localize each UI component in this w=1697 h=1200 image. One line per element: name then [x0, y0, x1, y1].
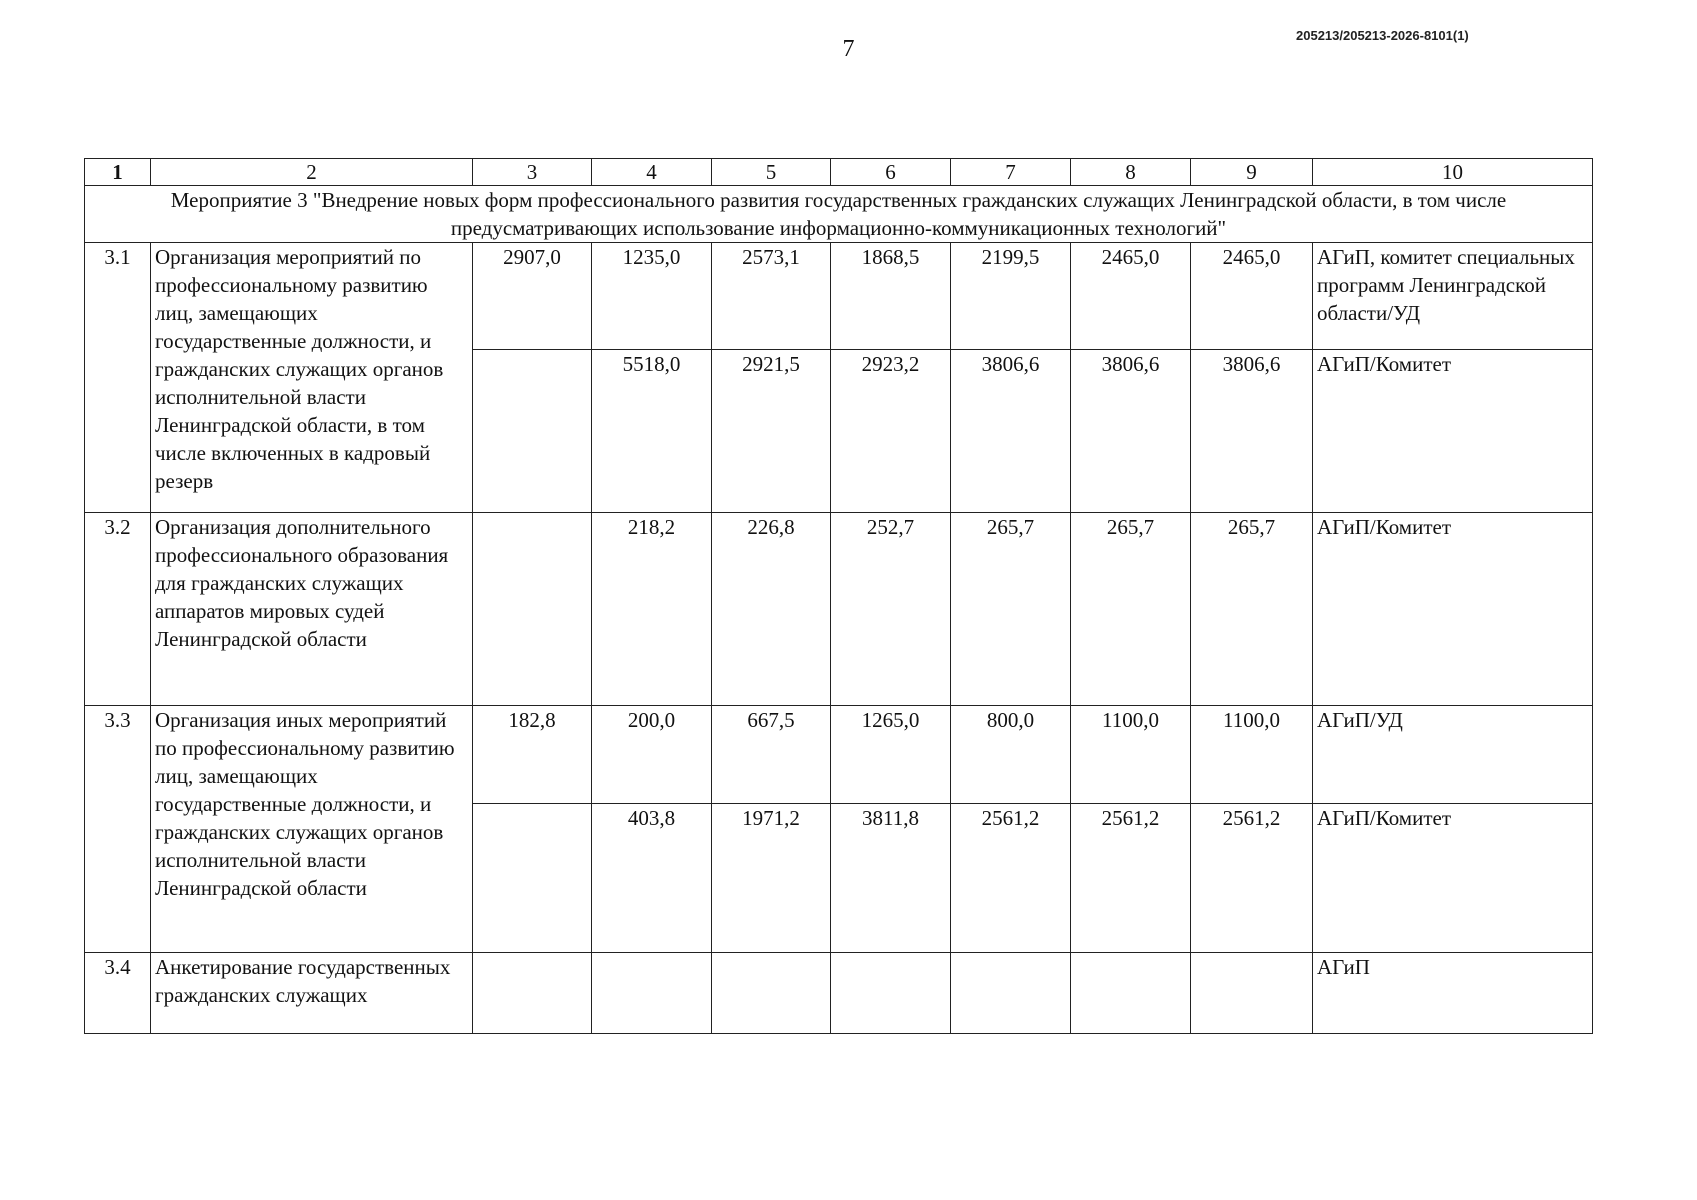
value-cell	[592, 953, 712, 1034]
row-name: Организация иных мероприятий по профессиональному развитию лиц, замещающих государственные должности, и гражданских служащих органов исполнительной власти Ленинградской области	[151, 706, 473, 953]
value-cell: 403,8	[592, 804, 712, 953]
table-row	[85, 243, 1593, 350]
row-number: 3.3	[85, 706, 151, 953]
table-row	[85, 953, 1593, 1034]
value-cell: 200,0	[592, 706, 712, 804]
value-cell: 2923,2	[831, 350, 951, 513]
value-cell	[1191, 953, 1313, 1034]
executor-cell: АГиП/УД	[1313, 706, 1593, 804]
program-table	[84, 158, 1593, 1034]
value-cell: 3806,6	[1191, 350, 1313, 513]
value-cell: 1868,5	[831, 243, 951, 350]
value-cell: 252,7	[831, 513, 951, 706]
value-cell: 2199,5	[951, 243, 1071, 350]
value-cell: 2465,0	[1191, 243, 1313, 350]
value-cell	[712, 953, 831, 1034]
value-cell: 1265,0	[831, 706, 951, 804]
value-cell: 800,0	[951, 706, 1071, 804]
value-cell: 2907,0	[473, 243, 592, 350]
value-cell	[831, 953, 951, 1034]
row-name: Анкетирование государственных гражданских служащих	[151, 953, 473, 1034]
event-title: Мероприятие 3 "Внедрение новых форм профессионального развития государственных гражданских служащих Ленинградской области, в том числе предусматривающих использование информационно-коммуникационных технологий"	[85, 186, 1593, 243]
value-cell	[473, 350, 592, 513]
value-cell: 1235,0	[592, 243, 712, 350]
column-number: 4	[592, 159, 712, 186]
executor-cell: АГиП/Комитет	[1313, 804, 1593, 953]
value-cell: 265,7	[1191, 513, 1313, 706]
row-number: 3.4	[85, 953, 151, 1034]
column-number: 3	[473, 159, 592, 186]
column-number: 8	[1071, 159, 1191, 186]
value-cell: 1971,2	[712, 804, 831, 953]
value-cell: 2573,1	[712, 243, 831, 350]
value-cell: 5518,0	[592, 350, 712, 513]
value-cell: 265,7	[951, 513, 1071, 706]
table-row	[85, 706, 1593, 804]
value-cell: 218,2	[592, 513, 712, 706]
executor-cell: АГиП/Комитет	[1313, 350, 1593, 513]
value-cell	[473, 513, 592, 706]
value-cell: 3806,6	[1071, 350, 1191, 513]
column-number: 9	[1191, 159, 1313, 186]
value-cell: 182,8	[473, 706, 592, 804]
table-row	[85, 513, 1593, 706]
value-cell	[473, 953, 592, 1034]
value-cell: 3811,8	[831, 804, 951, 953]
column-number: 6	[831, 159, 951, 186]
value-cell: 2561,2	[1071, 804, 1191, 953]
row-name: Организация дополнительного профессионального образования для гражданских служащих аппаратов мировых судей Ленинградской области	[151, 513, 473, 706]
value-cell: 3806,6	[951, 350, 1071, 513]
value-cell: 2921,5	[712, 350, 831, 513]
row-number: 3.1	[85, 243, 151, 513]
value-cell: 2465,0	[1071, 243, 1191, 350]
column-number: 1	[85, 159, 151, 186]
page-number: 7	[842, 36, 855, 62]
column-number-row	[85, 159, 1593, 186]
row-name: Организация мероприятий по профессиональному развитию лиц, замещающих государственные должности, и гражданских служащих органов исполнительной власти Ленинградской области, в том числе включенных в кадровый резерв	[151, 243, 473, 513]
row-number: 3.2	[85, 513, 151, 706]
value-cell	[1071, 953, 1191, 1034]
value-cell: 1100,0	[1071, 706, 1191, 804]
executor-cell: АГиП/Комитет	[1313, 513, 1593, 706]
column-number: 10	[1313, 159, 1593, 186]
executor-cell: АГиП, комитет специальных программ Ленинградской области/УД	[1313, 243, 1593, 350]
executor-cell: АГиП	[1313, 953, 1593, 1034]
document-code: 205213/205213-2026-8101(1)	[1296, 28, 1469, 43]
column-number: 5	[712, 159, 831, 186]
event-title-row	[85, 186, 1593, 243]
value-cell: 265,7	[1071, 513, 1191, 706]
value-cell: 2561,2	[1191, 804, 1313, 953]
value-cell: 2561,2	[951, 804, 1071, 953]
value-cell: 226,8	[712, 513, 831, 706]
column-number: 7	[951, 159, 1071, 186]
value-cell	[473, 804, 592, 953]
value-cell: 1100,0	[1191, 706, 1313, 804]
column-number: 2	[151, 159, 473, 186]
value-cell	[951, 953, 1071, 1034]
value-cell: 667,5	[712, 706, 831, 804]
